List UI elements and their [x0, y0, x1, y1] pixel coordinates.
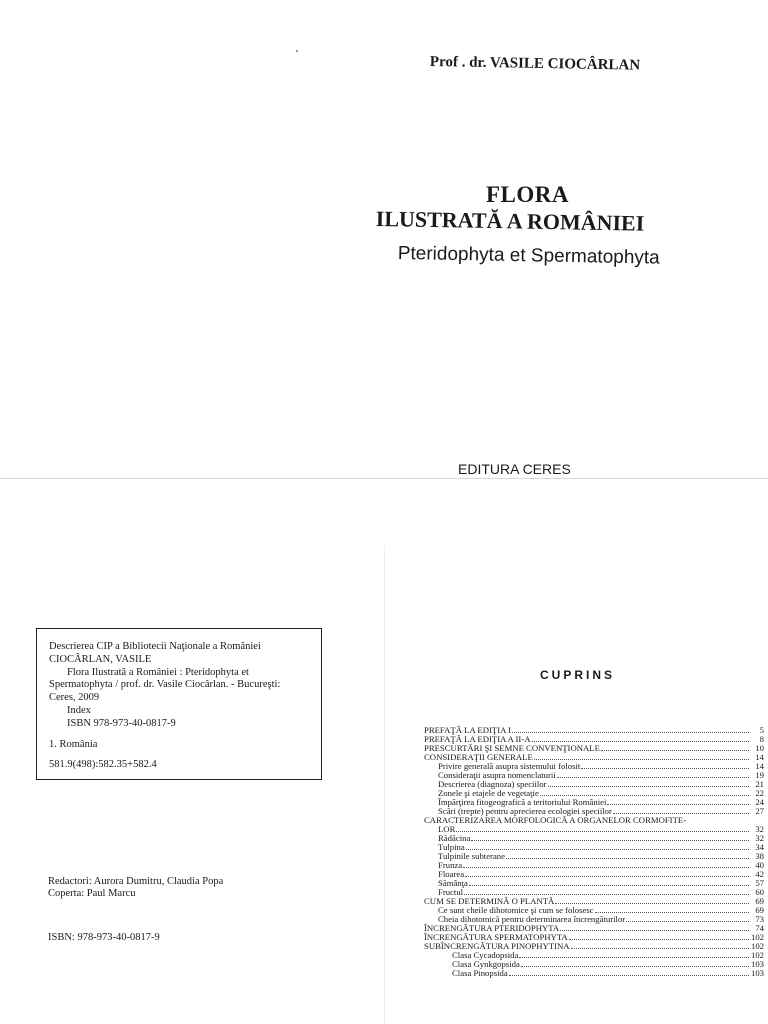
- toc-entry-title: Clasa Gynkgopsida: [452, 958, 520, 969]
- toc-entry-title: Clasa Cycadopsida: [452, 949, 519, 960]
- toc-entry: [424, 834, 764, 843]
- cover-line: Coperta: Paul Marcu: [48, 888, 136, 899]
- toc-entry-title: CARACTERIZAREA MORFOLOGICĂ A ORGANELOR CORMOFITE-: [424, 815, 687, 825]
- cip-publisher: Ceres, 2009: [49, 692, 100, 704]
- toc-entry-page: 69: [755, 904, 764, 915]
- toc-entry-title: Descrierea (diagnoza) speciilor: [438, 779, 547, 789]
- cip-index: Index: [67, 704, 91, 716]
- title-page: [0, 0, 768, 478]
- toc-entry-title: Scări (trepte) pentru aprecierea ecologiei speciilor: [438, 806, 612, 816]
- toc-entry-page: 10: [755, 743, 764, 753]
- toc-entry-page: 40: [755, 859, 764, 870]
- toc-entry-title: Fructul: [438, 886, 464, 897]
- toc-entry-title: SUBÎNCRENGĂTURA PINOPHYTINA: [424, 940, 570, 951]
- toc-entry-page: 60: [755, 886, 764, 897]
- toc-leader-dots: [595, 912, 749, 913]
- toc-leader-dots: [464, 894, 749, 895]
- toc-entry-page: 102: [750, 931, 764, 942]
- table-of-contents: [424, 726, 764, 978]
- publisher-name: EDITURA CERES: [458, 461, 571, 477]
- toc-leader-dots: [469, 885, 749, 886]
- toc-leader-dots: [569, 939, 749, 940]
- toc-entry-page: 57: [755, 877, 764, 888]
- toc-entry: [424, 879, 764, 888]
- author-name: Prof . dr. VASILE CIOCÂRLAN: [429, 54, 641, 74]
- contents-heading: CUPRINS: [540, 668, 616, 682]
- toc-entry-page: 32: [755, 823, 764, 834]
- toc-entry-title: Privire generală asupra sistemului folosit: [438, 761, 581, 771]
- toc-entry-page: 19: [755, 770, 764, 780]
- cip-heading: Descrierea CIP a Bibliotecii Naţionale a României: [49, 641, 261, 652]
- toc-entry-title: ÎNCRENGĂTURA SPERMATOPHYTA: [424, 931, 568, 942]
- editorial-credits: [48, 876, 223, 900]
- cip-isbn: ISBN 978-973-40-0817-9: [67, 717, 176, 729]
- toc-entry-page: 24: [755, 797, 764, 807]
- toc-entry-title: Clasa Pinopsida: [452, 967, 508, 978]
- toc-entry-title: PREFAŢĂ LA EDIŢIA A II-A: [424, 734, 531, 744]
- toc-leader-dots: [509, 975, 749, 976]
- toc-leader-dots: [506, 858, 749, 859]
- toc-entry-title: PRESCURTĂRI ŞI SEMNE CONVENŢIONALE: [424, 743, 600, 753]
- toc-entry-title: ÎNCRENGĂTURA PTERIDOPHYTA: [424, 922, 560, 933]
- scan-speck: [296, 50, 298, 52]
- toc-entry-page: 34: [755, 841, 764, 852]
- page-divider-vertical: [384, 545, 385, 1024]
- toc-entry-page: 14: [755, 752, 764, 762]
- toc-entry: [424, 870, 764, 879]
- toc-entry-title: Cheia dihotomică pentru determinarea încrengăturilor: [438, 913, 626, 924]
- toc-entry-page: 8: [759, 734, 764, 744]
- toc-entry-title: PREFAŢĂ LA EDIŢIA I: [424, 725, 511, 735]
- toc-entry-title: Împărţirea fitogeografică a teritoriului României: [438, 797, 607, 807]
- toc-leader-dots: [601, 750, 749, 751]
- toc-leader-dots: [521, 966, 749, 967]
- toc-entry: [424, 816, 764, 825]
- toc-entry-page: 103: [750, 967, 764, 978]
- toc-leader-dots: [512, 732, 749, 733]
- toc-entry-page: 74: [755, 922, 764, 933]
- copyright-page: [0, 545, 384, 1024]
- toc-leader-dots: [626, 921, 749, 922]
- editors-line: Redactori: Aurora Dumitru, Claudia Popa: [48, 876, 224, 887]
- toc-leader-dots: [555, 903, 749, 904]
- toc-entry-page: 14: [755, 761, 764, 771]
- cip-author: CIOCÂRLAN, VASILE: [49, 653, 152, 665]
- toc-entry-title: Tulpina: [438, 841, 465, 852]
- toc-leader-dots: [471, 840, 749, 841]
- book-title-line1: FLORA: [486, 182, 569, 207]
- toc-leader-dots: [456, 831, 749, 832]
- toc-entry-title: Tulpinile subterane: [438, 850, 506, 861]
- toc-entry-title: CONSIDERAŢII GENERALE: [424, 752, 533, 762]
- toc-leader-dots: [557, 777, 749, 778]
- toc-entry-title: Sămânţa: [438, 877, 468, 888]
- toc-entry-page: 102: [750, 940, 764, 951]
- toc-entry-page: 27: [755, 806, 764, 816]
- cip-classification: 581.9(498):582.35+582.4: [49, 759, 157, 771]
- toc-leader-dots: [463, 867, 749, 868]
- toc-leader-dots: [548, 786, 749, 787]
- toc-entry: [424, 825, 764, 834]
- toc-entry-page: 32: [755, 832, 764, 843]
- toc-entry-title: Consideraţii asupra nomenclaturii: [438, 770, 556, 780]
- toc-leader-dots: [540, 795, 749, 796]
- cip-title: Flora Ilustrată a României : Pteridophyta et: [67, 666, 249, 678]
- toc-entry-title: LOR: [438, 823, 456, 834]
- page-gap: [0, 479, 768, 545]
- toc-leader-dots: [560, 930, 749, 931]
- book-subtitle: Pteridophyta et Spermatophyta: [397, 243, 660, 269]
- toc-leader-dots: [571, 948, 749, 949]
- cip-subject: 1. România: [49, 738, 98, 750]
- toc-entry-page: 42: [755, 868, 764, 879]
- toc-entry-title: Floarea: [438, 868, 465, 879]
- toc-leader-dots: [534, 759, 749, 760]
- toc-leader-dots: [613, 813, 749, 814]
- toc-leader-dots: [607, 804, 749, 805]
- cip-description-box: [36, 628, 322, 780]
- toc-entry-page: 22: [755, 788, 764, 798]
- toc-entry-title: Ce sunt cheile dihotomice şi cum se folosesc: [438, 904, 594, 915]
- toc-entry-page: 38: [755, 850, 764, 861]
- toc-leader-dots: [466, 849, 749, 850]
- toc-entry-page: 21: [755, 779, 764, 789]
- cip-title-continued: Spermatophyta / prof. dr. Vasile Ciocârlan. - Bucureşti:: [49, 679, 281, 691]
- toc-entry: [424, 861, 764, 870]
- toc-leader-dots: [465, 876, 749, 877]
- toc-entry-page: 73: [755, 913, 764, 924]
- toc-leader-dots: [581, 768, 749, 769]
- toc-leader-dots: [532, 741, 750, 742]
- toc-entry: [424, 852, 764, 861]
- toc-entry-page: 102: [750, 949, 764, 960]
- toc-entry-page: 103: [750, 958, 764, 969]
- toc-entry: [424, 969, 764, 978]
- toc-entry-title: Rădăcina: [438, 832, 471, 843]
- toc-entry-page: 5: [759, 725, 764, 735]
- isbn-line: ISBN: 978-973-40-0817-9: [48, 932, 160, 943]
- toc-entry-title: CUM SE DETERMINĂ O PLANTĂ: [424, 895, 555, 906]
- toc-entry-title: Zonele şi etajele de vegetaţie: [438, 788, 539, 798]
- toc-entry-page: 69: [755, 895, 764, 906]
- toc-entry-title: Frunza: [438, 859, 463, 870]
- book-title-line2: ILUSTRATĂ A ROMÂNIEI: [375, 206, 645, 236]
- toc-leader-dots: [519, 957, 749, 958]
